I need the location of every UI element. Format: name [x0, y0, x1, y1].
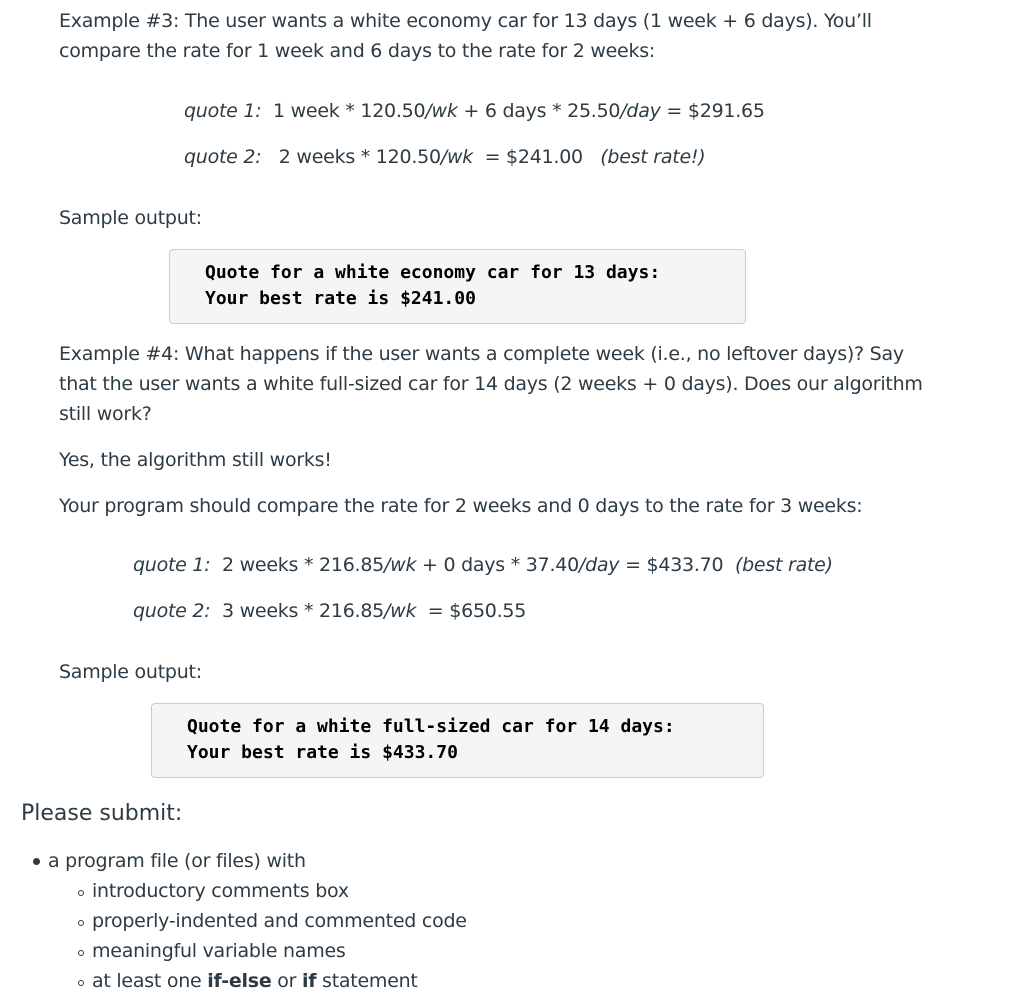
quote-part: 2 weeks * 216.85	[222, 554, 385, 576]
quote-unit: /day	[620, 100, 661, 122]
quote-unit: /wk	[425, 100, 458, 122]
quote-part: + 6 days * 25.50	[457, 100, 621, 122]
output-line-1: Quote for a white full-sized car for 14 days:	[187, 716, 675, 737]
quote-part: + 0 days * 37.40	[416, 554, 579, 576]
quote-unit: /wk	[384, 554, 417, 576]
quote-result: = $291.65	[660, 100, 765, 122]
quote-unit: /day	[578, 554, 620, 576]
example-4-answer: Yes, the algorithm still works!	[59, 449, 332, 471]
quote-part: 1 week * 120.50	[273, 100, 426, 122]
keyword-if: if	[301, 970, 317, 992]
example-4-compare: Your program should compare the rate for 2 weeks and 0 days to the rate for 3 weeks:	[59, 495, 863, 517]
submit-sub-item: properly-indented and commented code	[92, 910, 467, 932]
item-text: at least one	[92, 970, 208, 992]
quote-part: 3 weeks * 216.85	[222, 600, 385, 622]
keyword-if-else: if-else	[207, 970, 272, 992]
quote-result: = $241.00	[478, 146, 583, 168]
output-line-2: Your best rate is $433.70	[187, 742, 458, 763]
example-4-line-1: Example #4: What happens if the user wants a complete week (i.e., no leftover days)? Say	[59, 343, 904, 365]
quote-note: (best rate)	[734, 554, 833, 576]
example-4-line-2: that the user wants a white full-sized car for 14 days (2 weeks + 0 days). Does our algorithm	[59, 373, 923, 395]
output-line-2: Your best rate is $241.00	[205, 288, 476, 309]
quote-result: = $433.70	[619, 554, 724, 576]
quote-label: quote 2:	[133, 600, 211, 622]
bullet-disc-icon	[33, 858, 40, 865]
submit-sub-item: introductory comments box	[92, 880, 349, 902]
bullet-circle-icon	[78, 890, 84, 896]
bullet-circle-icon	[78, 950, 84, 956]
output-line-1: Quote for a white economy car for 13 days:	[205, 262, 661, 283]
item-text: or	[271, 970, 302, 992]
submit-sub-item-last	[92, 970, 418, 992]
example-3-quote-1	[184, 100, 765, 122]
sample-output-label: Sample output:	[59, 661, 202, 683]
example-4-quote-2	[133, 600, 526, 622]
submit-sub-item: meaningful variable names	[92, 940, 346, 962]
item-text: statement	[316, 970, 418, 992]
example-3-line-1: Example #3: The user wants a white economy car for 13 days (1 week + 6 days). You’ll	[59, 10, 872, 32]
example-3-quote-2	[184, 146, 705, 168]
bullet-circle-icon	[78, 980, 84, 986]
quote-label: quote 2:	[184, 146, 262, 168]
example-3-paragraph	[59, 6, 872, 66]
quote-note: (best rate!)	[600, 146, 706, 168]
sample-output-box-2	[151, 703, 764, 778]
example-4-line-3: still work?	[59, 403, 152, 425]
example-4-paragraph	[59, 339, 923, 429]
example-4-quote-1	[133, 554, 833, 576]
quote-unit: /wk	[440, 146, 473, 168]
quote-label: quote 1:	[133, 554, 211, 576]
quote-unit: /wk	[384, 600, 417, 622]
quote-part: 2 weeks * 120.50	[278, 146, 441, 168]
example-3-line-2: compare the rate for 1 week and 6 days to the rate for 2 weeks:	[59, 40, 656, 62]
quote-result: = $650.55	[422, 600, 527, 622]
bullet-circle-icon	[78, 920, 84, 926]
sample-output-box-1	[169, 249, 746, 324]
quote-label: quote 1:	[184, 100, 262, 122]
sample-output-label: Sample output:	[59, 207, 202, 229]
submit-heading: Please submit:	[21, 801, 183, 826]
submit-main-item: a program file (or files) with	[48, 850, 306, 872]
